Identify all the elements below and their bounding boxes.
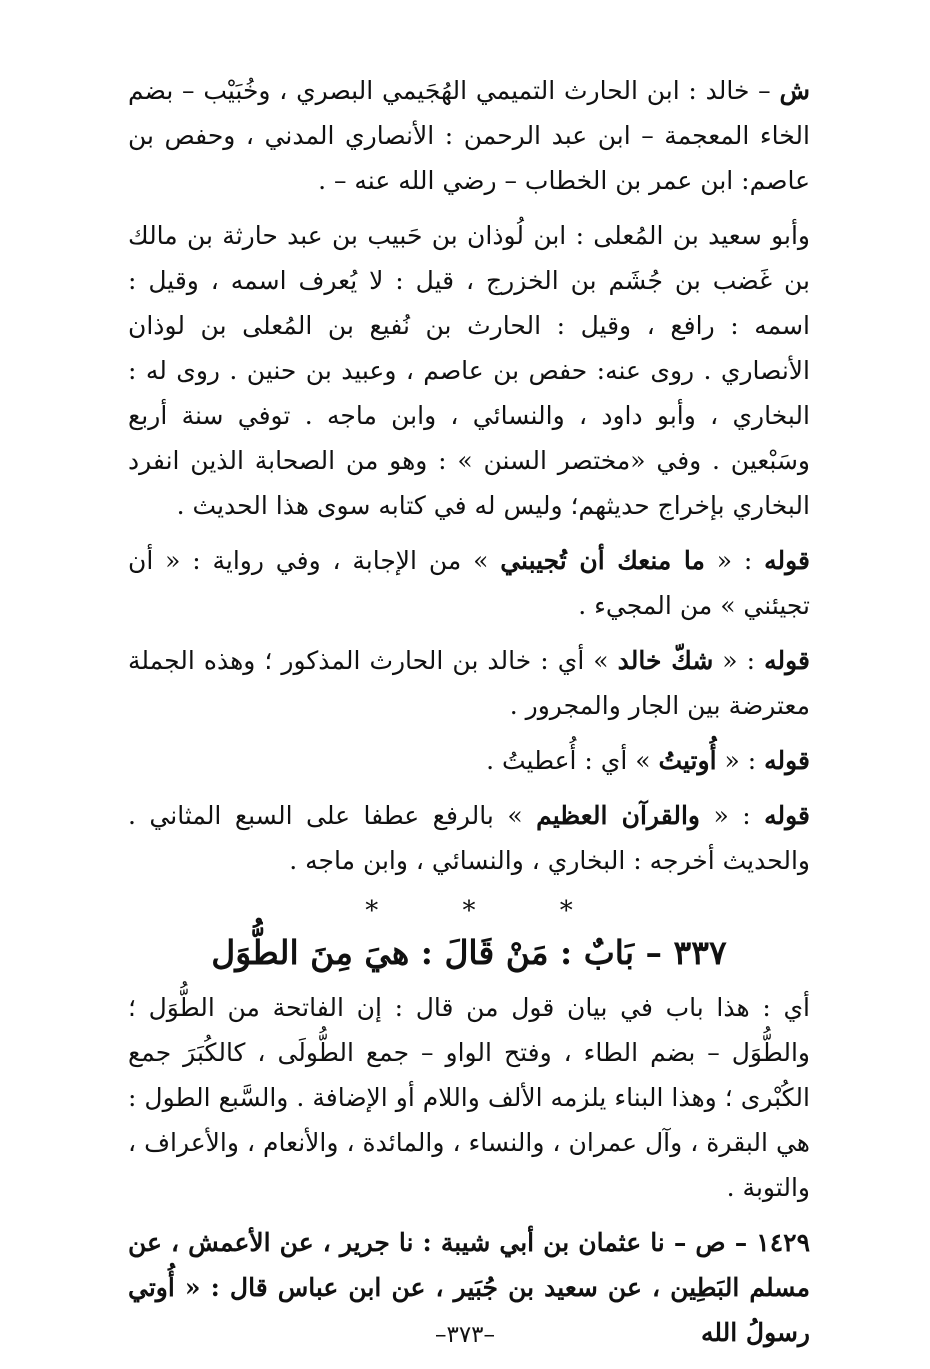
paragraph-qawluhu-3 [128,738,810,783]
text-run: » من الإجابة ، وفي رواية : « أن تجيئني » من المجيء . [128,546,810,620]
paragraph-narrators [128,68,810,203]
paragraph-abu-said [128,213,810,528]
text-run: » بالرفع عطفا على السبع المثاني . والحديث أخرجه : البخاري ، والنسائي ، وابن ماجه . [128,801,810,875]
bold-text: قوله [764,546,810,575]
text-run: – خالد : ابن الحارث التميمي الهُجَيمي البصري ، وخُبَيْب – بضم الخاء المعجمة – ابن عبد الرحمن : الأنصاري المدني ، وحفص بن عاصم: ابن عمر بن الخطاب – رضي الله عنه – . [128,76,810,195]
text-run: وأبو سعيد بن المُعلى : ابن لُوذان بن حَبيب بن عبد حارثة بن مالك بن غَضب بن جُشَم بن الخزرج ، قيل : لا يُعرف اسمه ، وقيل : اسمه : رافع ، وقيل : الحارث بن نُفيع بن المُعلى بن لوذان الأنصاري . روى عنه: حفص بن عاصم ، وعبيد بن حنين . روى له : البخاري ، وأبو داود ، والنسائي ، وابن ماجه . توفي سنة أربع وسَبْعين . وفي «مختصر السنن » : وهو من الصحابة الذين انفرد البخاري بإخراج حديثهم؛ وليس له في كتابه سوى هذا الحديث . [128,221,810,520]
text-run: » أي : أُعطيتُ . [486,746,659,775]
text-run: : « [704,546,765,575]
paragraph-qawluhu-4 [128,793,810,883]
text-run: » أي : خالد بن الحارث المذكور ؛ وهذه الجملة معترضة بين الجار والمجرور . [128,646,810,720]
bold-text: أُوتيتُ [658,746,717,775]
bold-text: قوله [764,746,810,775]
chapter-heading: ٣٣٧ – بَابٌ : مَنْ قَالَ : هيَ مِنَ الطُّوَل [211,933,727,972]
bold-text: ما منعك أن تُجيبني [500,546,705,575]
section-separator: * * * [365,896,611,926]
text-run: : « [716,746,765,775]
text-run: : « [700,801,765,830]
bold-text: شكّ خالد [617,646,714,675]
bold-text: قوله [764,801,810,830]
paragraph-qawluhu-1 [128,538,810,628]
bold-text: قوله [764,646,810,675]
text-run: أي : هذا باب في بيان قول من قال : إن الفاتحة من الطُّوَل ؛ والطُّوَل – بضم الطاء ، وفتح الواو – جمع الطُّولَى ، كالكُبَرَ جمع الكُبْرى ؛ وهذا البناء يلزمه الألف واللام أو الإضافة . والسَّبع الطول : هي البقرة ، وآل عمران ، والنساء ، والمائدة ، والأنعام ، والأعراف ، والتوبة . [128,993,810,1202]
page-number: –٣٧٣– [434,1322,496,1348]
chapter-body [128,985,810,1355]
commentary-section [128,68,810,883]
paragraph-explanation [128,985,810,1210]
text-run: : « [713,646,765,675]
paragraph-qawluhu-2 [128,638,810,728]
bold-text: والقرآن العظيم [536,801,701,830]
bold-text: ش [779,76,810,105]
bold-text: ١٤٢٩ – ص – نا عثمان بن أبي شيبة : نا جرير ، عن الأعمش ، عن مسلم البَطِين ، عن سعيد بن جُبَير ، عن ابن عباس قال : « أُوتي رسولُ الله [128,1228,810,1347]
